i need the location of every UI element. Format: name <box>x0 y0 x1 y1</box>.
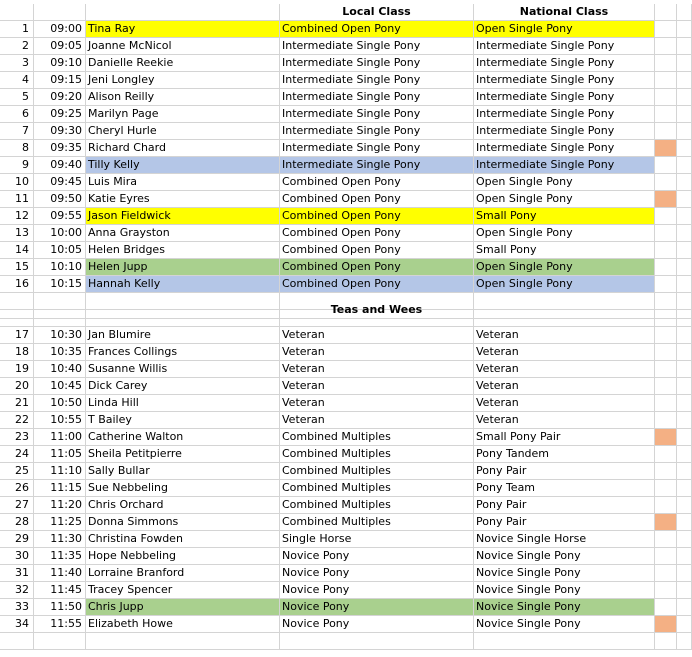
cell[interactable] <box>677 327 692 344</box>
national-class-cell[interactable]: Pony Tandem <box>474 446 655 463</box>
cell[interactable] <box>677 259 692 276</box>
competitor-name-cell[interactable]: Hannah Kelly <box>86 276 280 293</box>
table-row <box>0 361 692 378</box>
cell[interactable] <box>34 4 86 21</box>
cell[interactable] <box>677 157 692 174</box>
table-row <box>0 531 692 548</box>
national-class-cell[interactable]: Pony Pair <box>474 463 655 480</box>
local-class-cell[interactable]: Intermediate Single Pony <box>280 38 474 55</box>
cell[interactable] <box>34 633 86 650</box>
table-row <box>0 616 692 633</box>
cell[interactable] <box>655 4 677 21</box>
time-cell[interactable]: 11:25 <box>34 514 86 531</box>
cell[interactable] <box>655 582 677 599</box>
national-class-cell[interactable]: Open Single Pony <box>474 174 655 191</box>
competitor-name-cell[interactable]: Linda Hill <box>86 395 280 412</box>
national-class-cell[interactable]: Novice Single Pony <box>474 616 655 633</box>
row-number[interactable]: 8 <box>0 140 34 157</box>
competitor-name-cell[interactable]: Jan Blumire <box>86 327 280 344</box>
national-class-cell[interactable]: Intermediate Single Pony <box>474 89 655 106</box>
time-cell[interactable]: 11:00 <box>34 429 86 446</box>
local-class-header[interactable]: Local Class <box>280 4 474 21</box>
cell[interactable] <box>677 429 692 446</box>
cell[interactable] <box>677 106 692 123</box>
table-row <box>0 463 692 480</box>
competitor-name-cell[interactable]: Hope Nebbeling <box>86 548 280 565</box>
local-class-cell[interactable]: Veteran <box>280 378 474 395</box>
row-number[interactable]: 3 <box>0 55 34 72</box>
national-class-cell[interactable]: Veteran <box>474 378 655 395</box>
national-class-cell[interactable]: Novice Single Pony <box>474 599 655 616</box>
time-cell[interactable]: 09:20 <box>34 89 86 106</box>
national-class-cell[interactable]: Small Pony Pair <box>474 429 655 446</box>
competitor-name-cell[interactable]: Christina Fowden <box>86 531 280 548</box>
cell[interactable] <box>280 310 474 327</box>
table-row <box>0 565 692 582</box>
table-row <box>0 123 692 140</box>
local-class-cell[interactable]: Combined Multiples <box>280 497 474 514</box>
national-class-header[interactable]: National Class <box>474 4 655 21</box>
row-number[interactable]: 4 <box>0 72 34 89</box>
national-class-cell[interactable]: Pony Pair <box>474 514 655 531</box>
cell[interactable] <box>655 259 677 276</box>
cell[interactable] <box>655 106 677 123</box>
local-class-cell[interactable]: Intermediate Single Pony <box>280 157 474 174</box>
local-class-cell[interactable]: Combined Open Pony <box>280 276 474 293</box>
time-cell[interactable]: 10:30 <box>34 327 86 344</box>
national-class-cell[interactable]: Intermediate Single Pony <box>474 106 655 123</box>
local-class-cell[interactable]: Veteran <box>280 412 474 429</box>
national-class-cell[interactable]: Open Single Pony <box>474 276 655 293</box>
cell[interactable] <box>86 310 280 327</box>
row-number[interactable]: 7 <box>0 123 34 140</box>
cell[interactable] <box>677 140 692 157</box>
table-row <box>0 599 692 616</box>
cell[interactable] <box>677 310 692 327</box>
row-number[interactable]: 25 <box>0 463 34 480</box>
competitor-name-cell[interactable]: Tina Ray <box>86 21 280 38</box>
flag-cell[interactable] <box>655 616 677 633</box>
table-row <box>0 89 692 106</box>
row-number[interactable]: 10 <box>0 174 34 191</box>
cell[interactable] <box>677 582 692 599</box>
cell[interactable] <box>655 225 677 242</box>
competitor-name-cell[interactable]: Susanne Willis <box>86 361 280 378</box>
table-row <box>0 582 692 599</box>
national-class-cell[interactable]: Novice Single Horse <box>474 531 655 548</box>
time-cell[interactable]: 09:30 <box>34 123 86 140</box>
cell[interactable] <box>677 616 692 633</box>
row-number[interactable]: 16 <box>0 276 34 293</box>
cell[interactable] <box>655 344 677 361</box>
cell[interactable] <box>677 497 692 514</box>
table-row <box>0 480 692 497</box>
cell[interactable] <box>677 548 692 565</box>
cell[interactable] <box>86 633 280 650</box>
cell[interactable] <box>655 55 677 72</box>
local-class-cell[interactable]: Novice Pony <box>280 548 474 565</box>
national-class-cell[interactable]: Veteran <box>474 327 655 344</box>
cell[interactable] <box>677 276 692 293</box>
cell[interactable] <box>677 21 692 38</box>
cell[interactable] <box>655 548 677 565</box>
cell[interactable] <box>655 446 677 463</box>
cell[interactable] <box>655 327 677 344</box>
time-cell[interactable]: 09:15 <box>34 72 86 89</box>
competitor-name-cell[interactable]: Tilly Kelly <box>86 157 280 174</box>
competitor-name-cell[interactable]: Lorraine Branford <box>86 565 280 582</box>
competitor-name-cell[interactable]: Danielle Reekie <box>86 55 280 72</box>
cell[interactable] <box>677 633 692 650</box>
national-class-cell[interactable]: Pony Team <box>474 480 655 497</box>
flag-cell[interactable] <box>655 514 677 531</box>
cell[interactable] <box>677 480 692 497</box>
cell[interactable] <box>677 446 692 463</box>
row-number[interactable]: 24 <box>0 446 34 463</box>
time-cell[interactable]: 10:35 <box>34 344 86 361</box>
local-class-cell[interactable]: Novice Pony <box>280 565 474 582</box>
table-row <box>0 157 692 174</box>
cell[interactable] <box>677 395 692 412</box>
cell[interactable] <box>280 633 474 650</box>
cell[interactable] <box>677 412 692 429</box>
table-row <box>0 344 692 361</box>
cell[interactable] <box>655 72 677 89</box>
table-row <box>0 446 692 463</box>
row-number[interactable]: 20 <box>0 378 34 395</box>
cell[interactable] <box>677 55 692 72</box>
row-number[interactable]: 17 <box>0 327 34 344</box>
cell[interactable] <box>677 378 692 395</box>
competitor-name-cell[interactable]: Sheila Petitpierre <box>86 446 280 463</box>
local-class-cell[interactable]: Single Horse <box>280 531 474 548</box>
cell[interactable] <box>677 225 692 242</box>
cell[interactable] <box>655 361 677 378</box>
table-row <box>0 429 692 446</box>
cell[interactable] <box>655 531 677 548</box>
row-number[interactable]: 14 <box>0 242 34 259</box>
national-class-cell[interactable]: Intermediate Single Pony <box>474 38 655 55</box>
cell[interactable] <box>677 38 692 55</box>
table-row <box>0 378 692 395</box>
competitor-name-cell[interactable]: Helen Jupp <box>86 259 280 276</box>
cell[interactable] <box>655 412 677 429</box>
table-row <box>0 242 692 259</box>
cell[interactable] <box>677 89 692 106</box>
local-class-cell[interactable]: Intermediate Single Pony <box>280 89 474 106</box>
time-cell[interactable]: 11:35 <box>34 548 86 565</box>
row-number[interactable]: 11 <box>0 191 34 208</box>
cell[interactable] <box>677 361 692 378</box>
local-class-cell[interactable]: Combined Open Pony <box>280 259 474 276</box>
competitor-name-cell[interactable]: Donna Simmons <box>86 514 280 531</box>
table-row <box>0 276 692 293</box>
flag-cell[interactable] <box>655 429 677 446</box>
cell[interactable] <box>655 497 677 514</box>
local-class-cell[interactable]: Intermediate Single Pony <box>280 55 474 72</box>
local-class-cell[interactable]: Veteran <box>280 361 474 378</box>
cell[interactable] <box>655 38 677 55</box>
local-class-cell[interactable]: Combined Open Pony <box>280 191 474 208</box>
local-class-cell[interactable]: Combined Multiples <box>280 463 474 480</box>
row-number[interactable]: 22 <box>0 412 34 429</box>
time-cell[interactable]: 11:45 <box>34 582 86 599</box>
cell[interactable] <box>655 157 677 174</box>
row-number[interactable]: 12 <box>0 208 34 225</box>
competitor-name-cell[interactable]: Sue Nebbeling <box>86 480 280 497</box>
national-class-cell[interactable]: Veteran <box>474 361 655 378</box>
cell[interactable] <box>655 89 677 106</box>
local-class-cell[interactable]: Combined Multiples <box>280 446 474 463</box>
table-row <box>0 38 692 55</box>
header-row <box>0 4 692 21</box>
competitor-name-cell[interactable]: T Bailey <box>86 412 280 429</box>
cell[interactable] <box>0 310 34 327</box>
cell[interactable] <box>677 191 692 208</box>
cell[interactable] <box>655 21 677 38</box>
row-number[interactable]: 29 <box>0 531 34 548</box>
cell[interactable] <box>655 480 677 497</box>
time-cell[interactable]: 10:15 <box>34 276 86 293</box>
national-class-cell[interactable]: Open Single Pony <box>474 259 655 276</box>
national-class-cell[interactable]: Small Pony <box>474 242 655 259</box>
time-cell[interactable]: 10:05 <box>34 242 86 259</box>
time-cell[interactable]: 11:55 <box>34 616 86 633</box>
local-class-cell[interactable]: Combined Open Pony <box>280 208 474 225</box>
row-number[interactable]: 23 <box>0 429 34 446</box>
table-row <box>0 412 692 429</box>
row-number[interactable]: 32 <box>0 582 34 599</box>
cell[interactable] <box>677 463 692 480</box>
row-number[interactable]: 5 <box>0 89 34 106</box>
cell[interactable] <box>677 174 692 191</box>
local-class-cell[interactable]: Intermediate Single Pony <box>280 72 474 89</box>
competitor-name-cell[interactable]: Frances Collings <box>86 344 280 361</box>
row-number[interactable]: 6 <box>0 106 34 123</box>
cell[interactable] <box>677 208 692 225</box>
table-row <box>0 225 692 242</box>
time-cell[interactable]: 10:50 <box>34 395 86 412</box>
row-number[interactable]: 15 <box>0 259 34 276</box>
table-row <box>0 514 692 531</box>
time-cell[interactable]: 10:55 <box>34 412 86 429</box>
cell[interactable] <box>655 565 677 582</box>
cell[interactable] <box>655 276 677 293</box>
row-number[interactable]: 2 <box>0 38 34 55</box>
row-number[interactable]: 9 <box>0 157 34 174</box>
time-cell[interactable]: 10:10 <box>34 259 86 276</box>
table-row <box>0 327 692 344</box>
local-class-cell[interactable]: Combined Multiples <box>280 429 474 446</box>
time-cell[interactable]: 11:50 <box>34 599 86 616</box>
table-row <box>0 191 692 208</box>
cell[interactable] <box>655 174 677 191</box>
time-cell[interactable]: 09:25 <box>34 106 86 123</box>
national-class-cell[interactable]: Pony Pair <box>474 497 655 514</box>
cell[interactable] <box>655 463 677 480</box>
national-class-cell[interactable]: Small Pony <box>474 208 655 225</box>
break-label[interactable]: Teas and Wees <box>280 302 474 319</box>
competitor-name-cell[interactable]: Helen Bridges <box>86 242 280 259</box>
cell[interactable] <box>655 378 677 395</box>
cell[interactable] <box>677 565 692 582</box>
cell[interactable] <box>677 599 692 616</box>
table-row <box>0 174 692 191</box>
national-class-cell[interactable]: Intermediate Single Pony <box>474 72 655 89</box>
row-number[interactable]: 21 <box>0 395 34 412</box>
national-class-cell[interactable]: Intermediate Single Pony <box>474 140 655 157</box>
local-class-cell[interactable]: Veteran <box>280 395 474 412</box>
cell[interactable] <box>677 242 692 259</box>
time-cell[interactable]: 11:10 <box>34 463 86 480</box>
local-class-cell[interactable]: Intermediate Single Pony <box>280 106 474 123</box>
cell[interactable] <box>0 4 34 21</box>
cell[interactable] <box>474 633 655 650</box>
table-row <box>0 140 692 157</box>
competitor-name-cell[interactable]: Catherine Walton <box>86 429 280 446</box>
competitor-name-cell[interactable]: Chris Jupp <box>86 599 280 616</box>
row-number[interactable]: 13 <box>0 225 34 242</box>
time-cell[interactable]: 10:00 <box>34 225 86 242</box>
cell[interactable] <box>677 72 692 89</box>
row-number[interactable]: 33 <box>0 599 34 616</box>
cell[interactable] <box>677 123 692 140</box>
national-class-cell[interactable]: Open Single Pony <box>474 21 655 38</box>
cell[interactable] <box>34 310 86 327</box>
competitor-name-cell[interactable]: Anna Grayston <box>86 225 280 242</box>
competitor-name-cell[interactable]: Jeni Longley <box>86 72 280 89</box>
national-class-cell[interactable]: Intermediate Single Pony <box>474 123 655 140</box>
local-class-cell[interactable]: Veteran <box>280 327 474 344</box>
competitor-name-cell[interactable]: Joanne McNicol <box>86 38 280 55</box>
competitor-name-cell[interactable]: Marilyn Page <box>86 106 280 123</box>
time-cell[interactable]: 09:10 <box>34 55 86 72</box>
national-class-cell[interactable]: Novice Single Pony <box>474 548 655 565</box>
local-class-cell[interactable]: Combined Multiples <box>280 514 474 531</box>
row-number[interactable]: 34 <box>0 616 34 633</box>
local-class-cell[interactable]: Novice Pony <box>280 582 474 599</box>
cell[interactable] <box>677 344 692 361</box>
local-class-cell[interactable]: Combined Open Pony <box>280 174 474 191</box>
cell[interactable] <box>655 310 677 327</box>
local-class-cell[interactable]: Intermediate Single Pony <box>280 123 474 140</box>
national-class-cell[interactable]: Veteran <box>474 395 655 412</box>
table-row <box>0 497 692 514</box>
national-class-cell[interactable]: Novice Single Pony <box>474 582 655 599</box>
competitor-name-cell[interactable]: Richard Chard <box>86 140 280 157</box>
row-number[interactable]: 27 <box>0 497 34 514</box>
time-cell[interactable]: 11:15 <box>34 480 86 497</box>
cell[interactable] <box>655 599 677 616</box>
cell[interactable] <box>655 123 677 140</box>
table-row <box>0 106 692 123</box>
local-class-cell[interactable]: Novice Pony <box>280 599 474 616</box>
time-cell[interactable]: 10:40 <box>34 361 86 378</box>
table-row <box>0 208 692 225</box>
time-cell[interactable]: 09:35 <box>34 140 86 157</box>
competitor-name-cell[interactable]: Dick Carey <box>86 378 280 395</box>
local-class-cell[interactable]: Combined Multiples <box>280 480 474 497</box>
competitor-name-cell[interactable]: Jason Fieldwick <box>86 208 280 225</box>
competitor-name-cell[interactable]: Sally Bullar <box>86 463 280 480</box>
cell[interactable] <box>86 4 280 21</box>
time-cell[interactable]: 11:05 <box>34 446 86 463</box>
competitor-name-cell[interactable]: Katie Eyres <box>86 191 280 208</box>
national-class-cell[interactable]: Novice Single Pony <box>474 565 655 582</box>
cell[interactable] <box>655 242 677 259</box>
row-number[interactable]: 28 <box>0 514 34 531</box>
competitor-name-cell[interactable]: Cheryl Hurle <box>86 123 280 140</box>
time-cell[interactable]: 09:50 <box>34 191 86 208</box>
table-row <box>0 72 692 89</box>
local-class-cell[interactable]: Combined Open Pony <box>280 225 474 242</box>
competitor-name-cell[interactable]: Luis Mira <box>86 174 280 191</box>
cell[interactable] <box>655 208 677 225</box>
time-cell[interactable]: 09:55 <box>34 208 86 225</box>
row-number[interactable]: 19 <box>0 361 34 378</box>
table-row <box>0 259 692 276</box>
cell[interactable] <box>677 531 692 548</box>
competitor-name-cell[interactable]: Tracey Spencer <box>86 582 280 599</box>
national-class-cell[interactable]: Intermediate Single Pony <box>474 157 655 174</box>
time-cell[interactable]: 09:40 <box>34 157 86 174</box>
time-cell[interactable]: 11:40 <box>34 565 86 582</box>
table-row <box>0 548 692 565</box>
table-row <box>0 395 692 412</box>
cell[interactable] <box>677 4 692 21</box>
competitor-name-cell[interactable]: Alison Reilly <box>86 89 280 106</box>
time-cell[interactable]: 10:45 <box>34 378 86 395</box>
cell[interactable] <box>655 395 677 412</box>
row-number[interactable]: 30 <box>0 548 34 565</box>
local-class-cell[interactable]: Veteran <box>280 344 474 361</box>
local-class-cell[interactable]: Combined Open Pony <box>280 21 474 38</box>
local-class-cell[interactable]: Novice Pony <box>280 616 474 633</box>
local-class-cell[interactable]: Intermediate Single Pony <box>280 140 474 157</box>
cell[interactable] <box>677 514 692 531</box>
empty-row <box>0 310 692 327</box>
national-class-cell[interactable]: Veteran <box>474 412 655 429</box>
time-cell[interactable]: 11:30 <box>34 531 86 548</box>
cell[interactable] <box>474 310 655 327</box>
competitor-name-cell[interactable]: Chris Orchard <box>86 497 280 514</box>
national-class-cell[interactable]: Intermediate Single Pony <box>474 55 655 72</box>
local-class-cell[interactable]: Combined Open Pony <box>280 242 474 259</box>
flag-cell[interactable] <box>655 191 677 208</box>
cell[interactable] <box>655 633 677 650</box>
time-cell[interactable]: 11:20 <box>34 497 86 514</box>
competitor-name-cell[interactable]: Elizabeth Howe <box>86 616 280 633</box>
table-row <box>0 55 692 72</box>
empty-row <box>0 633 692 650</box>
time-cell[interactable]: 09:45 <box>34 174 86 191</box>
row-number[interactable]: 26 <box>0 480 34 497</box>
national-class-cell[interactable]: Veteran <box>474 344 655 361</box>
national-class-cell[interactable]: Open Single Pony <box>474 225 655 242</box>
flag-cell[interactable] <box>655 140 677 157</box>
row-number[interactable]: 1 <box>0 21 34 38</box>
row-number[interactable]: 18 <box>0 344 34 361</box>
national-class-cell[interactable]: Open Single Pony <box>474 191 655 208</box>
table-row <box>0 21 692 38</box>
time-cell[interactable]: 09:00 <box>34 21 86 38</box>
row-number[interactable]: 31 <box>0 565 34 582</box>
time-cell[interactable]: 09:05 <box>34 38 86 55</box>
cell[interactable] <box>0 633 34 650</box>
